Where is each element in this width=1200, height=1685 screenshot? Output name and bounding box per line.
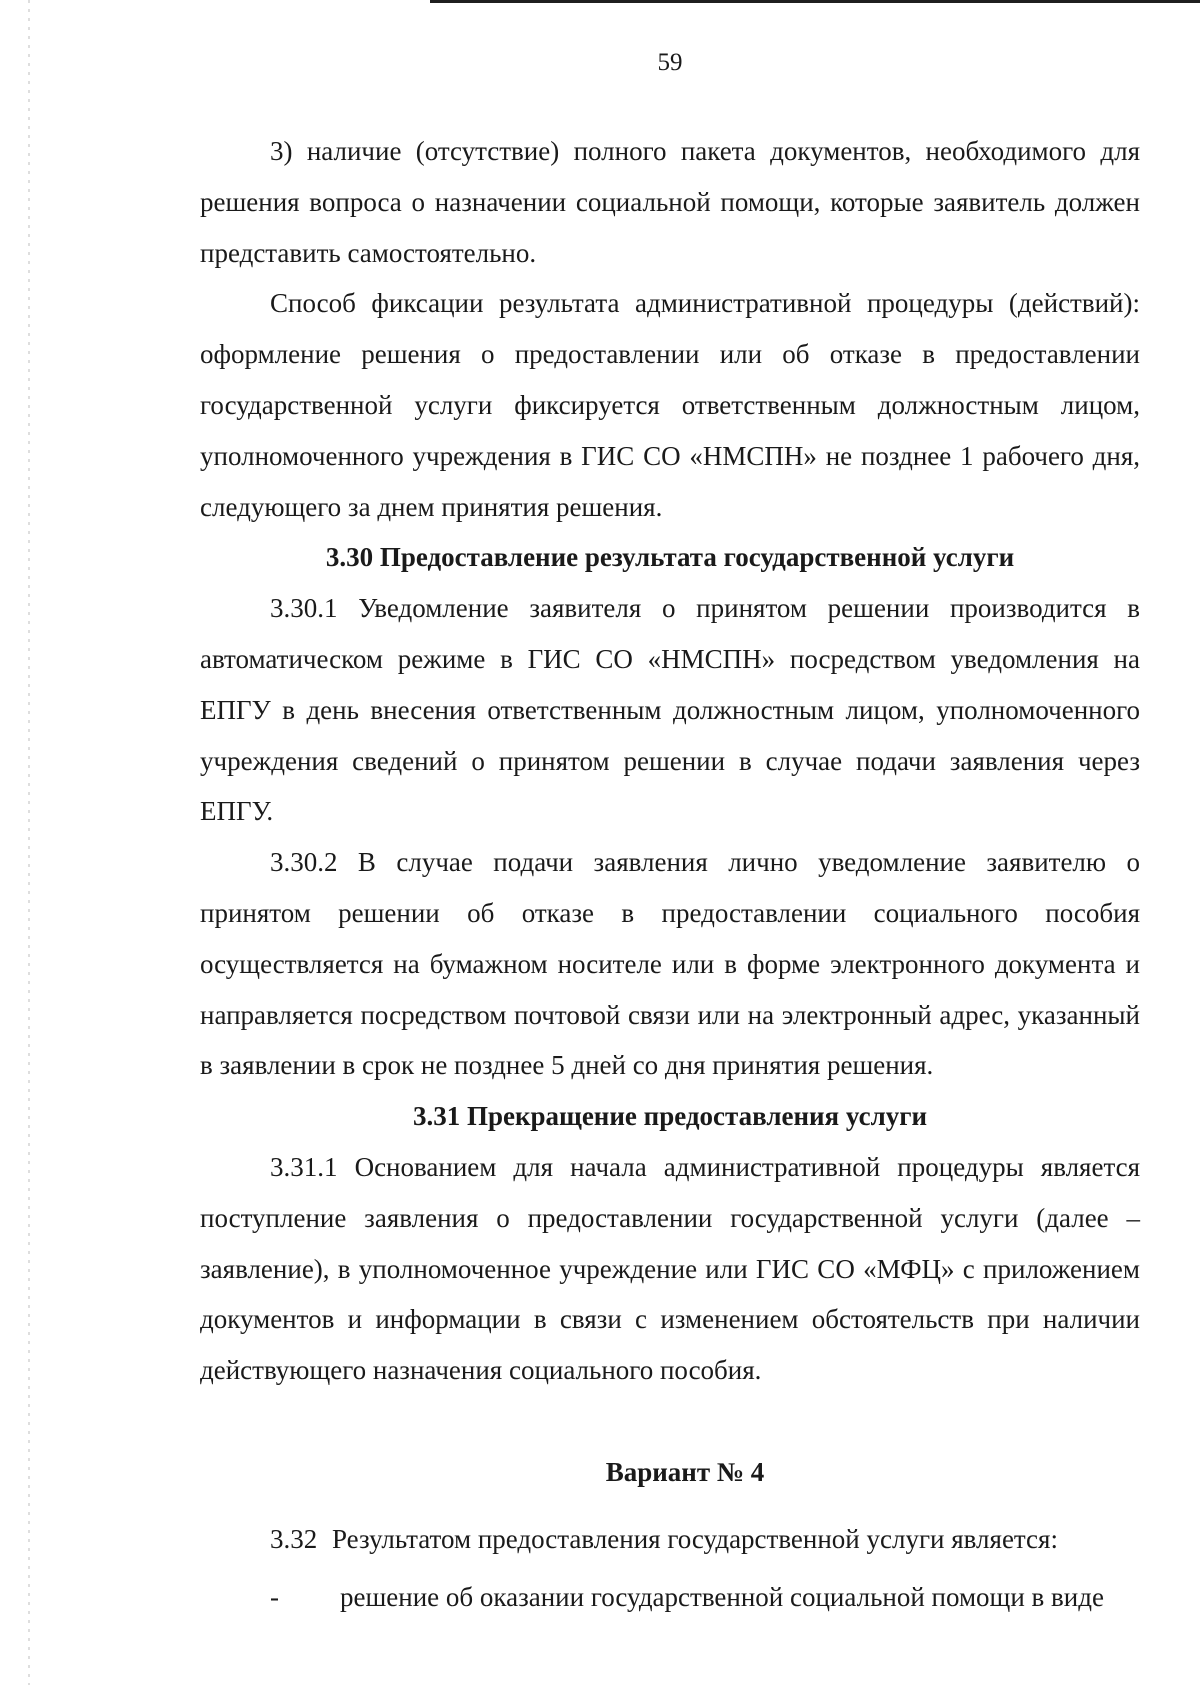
top-border-line — [430, 0, 1200, 3]
dash-marker: - — [270, 1582, 279, 1613]
item-text: Результатом предоставления государственной услуги является: — [332, 1523, 1058, 1554]
paragraph-3-30-1: 3.30.1 Уведомление заявителя о принятом решении производится в автоматическом режиме в ГИС СО «НМСПН» посредством уведомления на ЕПГУ в день внесения ответственным должностным лицом, уполномоченного учреждения сведений о принятом решении в случае подачи заявления через ЕПГУ. — [200, 593, 1140, 827]
variant-heading: Вариант № 4 — [605, 1456, 765, 1487]
scan-edge-marks — [28, 0, 30, 1685]
paragraph-item-3: 3) наличие (отсутствие) полного пакета документов, необходимого для решения вопроса о назначении социальной помощи, которые заявитель должен представить самостоятельно. — [200, 136, 1140, 268]
page-number: 59 — [657, 49, 683, 76]
section-heading-3-31: 3.31 Прекращение предоставления услуги — [412, 1101, 928, 1132]
paragraph-3-31-1: 3.31.1 Основанием для начала административной процедуры является поступление заявления о предоставлении государственной услуги (далее – заявление), в уполномоченное учреждение или ГИС СО «МФЦ» с приложением документов и информации в связи с изменением обстоятельств при наличии действующего назначения социального пособия. — [200, 1151, 1140, 1386]
section-heading-3-30: 3.30 Предоставление результата государственной услуги — [325, 542, 1015, 573]
item-number: 3.32 — [270, 1523, 318, 1554]
document-body — [200, 126, 1140, 1623]
dash-item-text: решение об оказании государственной социальной помощи в виде — [340, 1582, 1104, 1613]
dash-list-item — [200, 1572, 1140, 1623]
paragraph-3-30-2: 3.30.2 В случае подачи заявления лично уведомление заявителю о принятом решении об отказе в предоставлении социального пособия осуществляется на бумажном носителе или в форме электронного документа и направляется посредством почтовой связи или на электронный адрес, указанный в заявлении в срок не позднее 5 дней со дня принятия решения. — [200, 847, 1140, 1081]
item-3-32 — [200, 1514, 1140, 1565]
paragraph-fixation-method: Способ фиксации результата административной процедуры (действий): оформление решения о предоставлении или об отказе в предоставлении государственной услуги фиксируется ответственным должностным лицом, уполномоченного учреждения в ГИС СО «НМСПН» не позднее 1 рабочего дня, следующего за днем принятия решения. — [200, 288, 1140, 522]
